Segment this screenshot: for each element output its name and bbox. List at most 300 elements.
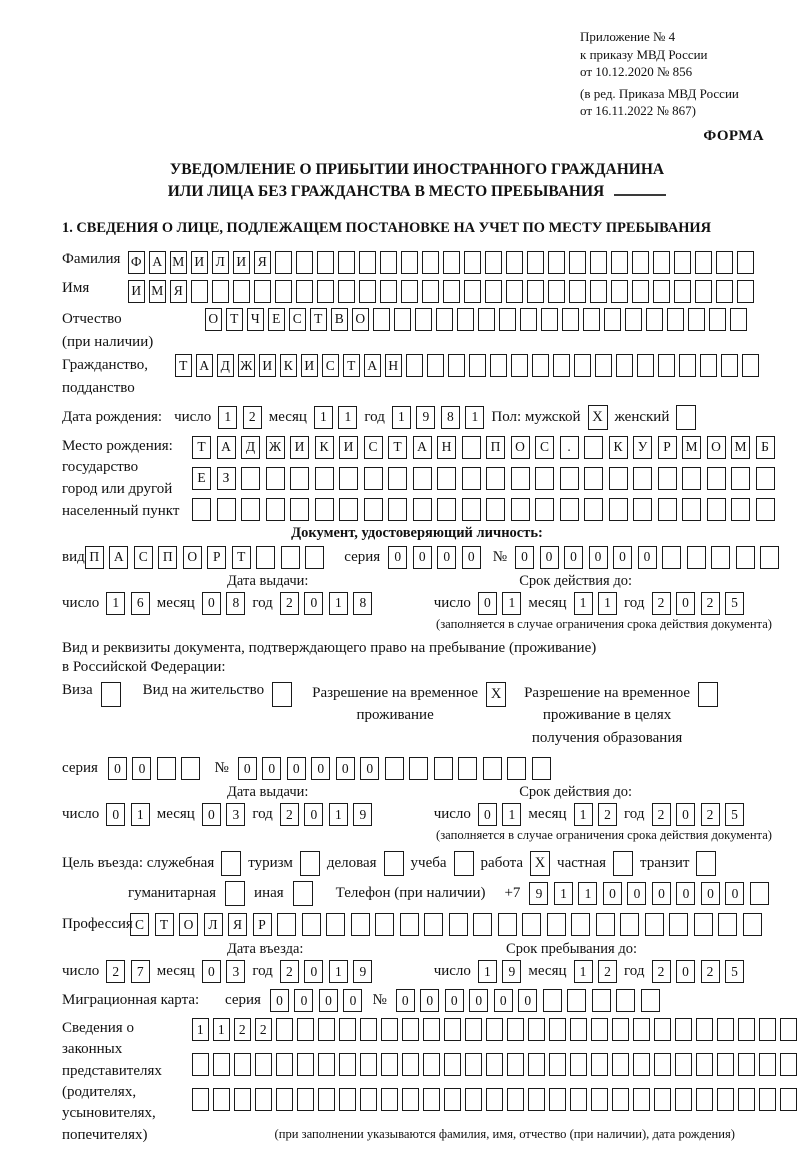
char-cell[interactable] xyxy=(483,757,502,780)
char-cell[interactable]: А xyxy=(364,354,381,377)
char-cell[interactable]: 2 xyxy=(106,960,125,983)
char-cell[interactable] xyxy=(444,1018,461,1041)
char-cell[interactable] xyxy=(507,1018,524,1041)
char-cell[interactable] xyxy=(381,1018,398,1041)
char-cell[interactable] xyxy=(535,467,554,490)
char-cell[interactable]: 0 xyxy=(304,960,323,983)
char-cell[interactable]: К xyxy=(609,436,628,459)
char-cell[interactable]: Т xyxy=(192,436,211,459)
char-cell[interactable] xyxy=(695,251,712,274)
char-cell[interactable] xyxy=(339,498,358,521)
char-cell[interactable] xyxy=(462,467,481,490)
char-cell[interactable] xyxy=(591,1088,608,1111)
char-cell[interactable]: 1 xyxy=(192,1018,209,1041)
char-cell[interactable] xyxy=(717,1018,734,1041)
char-cell[interactable] xyxy=(444,1053,461,1076)
char-cell[interactable] xyxy=(645,913,664,936)
char-cell[interactable] xyxy=(234,1088,251,1111)
char-cell[interactable] xyxy=(574,354,591,377)
char-cell[interactable] xyxy=(511,467,530,490)
char-cell[interactable] xyxy=(277,913,296,936)
char-cell[interactable] xyxy=(653,251,670,274)
char-cell[interactable] xyxy=(674,251,691,274)
char-cell[interactable]: 5 xyxy=(725,803,744,826)
char-cell[interactable]: 0 xyxy=(478,592,497,615)
char-cell[interactable]: 0 xyxy=(287,757,306,780)
purpose-turizm-checkbox[interactable] xyxy=(300,851,320,876)
temp-permit-checkbox[interactable]: X xyxy=(486,682,506,707)
char-cell[interactable] xyxy=(743,913,762,936)
char-cell[interactable]: М xyxy=(682,436,701,459)
char-cell[interactable]: П xyxy=(85,546,104,569)
char-cell[interactable]: 0 xyxy=(413,546,432,569)
char-cell[interactable] xyxy=(562,308,579,331)
char-cell[interactable]: 1 xyxy=(131,803,150,826)
char-cell[interactable]: 1 xyxy=(502,803,521,826)
char-cell[interactable] xyxy=(255,1088,272,1111)
char-cell[interactable] xyxy=(290,498,309,521)
char-cell[interactable] xyxy=(571,913,590,936)
char-cell[interactable] xyxy=(506,280,523,303)
char-cell[interactable] xyxy=(266,467,285,490)
char-cell[interactable] xyxy=(276,1088,293,1111)
char-cell[interactable]: 1 xyxy=(554,882,573,905)
char-cell[interactable]: М xyxy=(149,280,166,303)
char-cell[interactable]: 2 xyxy=(598,803,617,826)
char-cell[interactable] xyxy=(507,1053,524,1076)
char-cell[interactable] xyxy=(434,757,453,780)
char-cell[interactable] xyxy=(217,498,236,521)
char-cell[interactable]: 0 xyxy=(676,803,695,826)
char-cell[interactable]: 1 xyxy=(329,960,348,983)
char-cell[interactable]: 0 xyxy=(676,882,695,905)
char-cell[interactable]: Я xyxy=(254,251,271,274)
char-cell[interactable] xyxy=(462,436,481,459)
char-cell[interactable]: 1 xyxy=(598,592,617,615)
char-cell[interactable]: . xyxy=(560,436,579,459)
char-cell[interactable] xyxy=(736,546,755,569)
char-cell[interactable] xyxy=(415,308,432,331)
char-cell[interactable] xyxy=(305,546,324,569)
char-cell[interactable]: 2 xyxy=(652,592,671,615)
char-cell[interactable]: О xyxy=(179,913,198,936)
char-cell[interactable] xyxy=(709,308,726,331)
char-cell[interactable] xyxy=(711,546,730,569)
char-cell[interactable] xyxy=(443,251,460,274)
char-cell[interactable] xyxy=(381,1053,398,1076)
char-cell[interactable] xyxy=(436,308,453,331)
char-cell[interactable] xyxy=(444,1088,461,1111)
char-cell[interactable]: С xyxy=(364,436,383,459)
char-cell[interactable] xyxy=(339,1088,356,1111)
char-cell[interactable]: 0 xyxy=(132,757,151,780)
char-cell[interactable] xyxy=(351,913,370,936)
char-cell[interactable]: Я xyxy=(228,913,247,936)
char-cell[interactable]: Н xyxy=(437,436,456,459)
char-cell[interactable]: А xyxy=(413,436,432,459)
char-cell[interactable] xyxy=(315,498,334,521)
char-cell[interactable]: 2 xyxy=(701,592,720,615)
char-cell[interactable]: 0 xyxy=(202,592,221,615)
char-cell[interactable] xyxy=(611,280,628,303)
char-cell[interactable] xyxy=(422,280,439,303)
char-cell[interactable] xyxy=(157,757,176,780)
char-cell[interactable]: 0 xyxy=(589,546,608,569)
char-cell[interactable] xyxy=(490,354,507,377)
char-cell[interactable]: 5 xyxy=(725,592,744,615)
char-cell[interactable] xyxy=(662,546,681,569)
char-cell[interactable]: В xyxy=(331,308,348,331)
char-cell[interactable] xyxy=(462,498,481,521)
char-cell[interactable] xyxy=(297,1088,314,1111)
char-cell[interactable] xyxy=(527,280,544,303)
char-cell[interactable] xyxy=(437,498,456,521)
char-cell[interactable] xyxy=(213,1053,230,1076)
char-cell[interactable] xyxy=(667,308,684,331)
char-cell[interactable] xyxy=(388,498,407,521)
char-cell[interactable]: 2 xyxy=(280,960,299,983)
char-cell[interactable]: 1 xyxy=(465,406,484,429)
char-cell[interactable]: С xyxy=(289,308,306,331)
char-cell[interactable] xyxy=(543,989,562,1012)
char-cell[interactable] xyxy=(560,498,579,521)
char-cell[interactable]: 1 xyxy=(218,406,237,429)
char-cell[interactable] xyxy=(750,882,769,905)
char-cell[interactable] xyxy=(675,1018,692,1041)
char-cell[interactable] xyxy=(570,1053,587,1076)
char-cell[interactable]: 0 xyxy=(202,960,221,983)
char-cell[interactable] xyxy=(654,1018,671,1041)
char-cell[interactable] xyxy=(567,989,586,1012)
char-cell[interactable] xyxy=(616,989,635,1012)
char-cell[interactable]: Б xyxy=(756,436,775,459)
char-cell[interactable]: 0 xyxy=(638,546,657,569)
char-cell[interactable]: О xyxy=(352,308,369,331)
char-cell[interactable]: 0 xyxy=(396,989,415,1012)
char-cell[interactable] xyxy=(633,498,652,521)
char-cell[interactable] xyxy=(360,1018,377,1041)
purpose-delovaya-checkbox[interactable] xyxy=(384,851,404,876)
char-cell[interactable]: 1 xyxy=(478,960,497,983)
char-cell[interactable]: П xyxy=(486,436,505,459)
char-cell[interactable]: 1 xyxy=(329,803,348,826)
char-cell[interactable] xyxy=(423,1053,440,1076)
char-cell[interactable]: 0 xyxy=(108,757,127,780)
char-cell[interactable]: С xyxy=(130,913,149,936)
char-cell[interactable] xyxy=(569,251,586,274)
char-cell[interactable] xyxy=(413,498,432,521)
char-cell[interactable]: 0 xyxy=(613,546,632,569)
char-cell[interactable]: 0 xyxy=(494,989,513,1012)
char-cell[interactable] xyxy=(401,251,418,274)
char-cell[interactable]: Т xyxy=(310,308,327,331)
char-cell[interactable] xyxy=(695,280,712,303)
char-cell[interactable] xyxy=(528,1018,545,1041)
purpose-inaya-checkbox[interactable] xyxy=(293,881,313,906)
char-cell[interactable] xyxy=(326,913,345,936)
char-cell[interactable] xyxy=(737,251,754,274)
char-cell[interactable] xyxy=(592,989,611,1012)
char-cell[interactable] xyxy=(604,308,621,331)
char-cell[interactable]: Т xyxy=(155,913,174,936)
char-cell[interactable] xyxy=(256,546,275,569)
char-cell[interactable] xyxy=(759,1088,776,1111)
char-cell[interactable] xyxy=(669,913,688,936)
char-cell[interactable]: 0 xyxy=(515,546,534,569)
char-cell[interactable] xyxy=(402,1053,419,1076)
char-cell[interactable] xyxy=(633,1053,650,1076)
char-cell[interactable] xyxy=(528,1088,545,1111)
char-cell[interactable] xyxy=(486,1053,503,1076)
char-cell[interactable] xyxy=(317,280,334,303)
char-cell[interactable]: 0 xyxy=(336,757,355,780)
char-cell[interactable] xyxy=(507,757,526,780)
char-cell[interactable]: Д xyxy=(217,354,234,377)
char-cell[interactable] xyxy=(380,251,397,274)
char-cell[interactable] xyxy=(595,354,612,377)
char-cell[interactable] xyxy=(478,308,495,331)
char-cell[interactable] xyxy=(522,913,541,936)
char-cell[interactable]: Д xyxy=(241,436,260,459)
char-cell[interactable]: 1 xyxy=(106,592,125,615)
char-cell[interactable] xyxy=(535,498,554,521)
char-cell[interactable] xyxy=(486,498,505,521)
char-cell[interactable] xyxy=(553,354,570,377)
visa-checkbox[interactable] xyxy=(101,682,121,707)
char-cell[interactable]: 1 xyxy=(329,592,348,615)
char-cell[interactable]: 0 xyxy=(304,592,323,615)
char-cell[interactable] xyxy=(191,280,208,303)
char-cell[interactable] xyxy=(290,467,309,490)
char-cell[interactable]: 0 xyxy=(469,989,488,1012)
char-cell[interactable] xyxy=(360,1053,377,1076)
char-cell[interactable]: 6 xyxy=(131,592,150,615)
char-cell[interactable]: 3 xyxy=(226,960,245,983)
char-cell[interactable]: 0 xyxy=(627,882,646,905)
char-cell[interactable] xyxy=(780,1053,797,1076)
char-cell[interactable]: 9 xyxy=(353,960,372,983)
char-cell[interactable] xyxy=(443,280,460,303)
char-cell[interactable] xyxy=(716,251,733,274)
char-cell[interactable]: 1 xyxy=(338,406,357,429)
char-cell[interactable]: О xyxy=(205,308,222,331)
char-cell[interactable]: И xyxy=(259,354,276,377)
char-cell[interactable]: Р xyxy=(658,436,677,459)
char-cell[interactable] xyxy=(213,1088,230,1111)
purpose-chastnaya-checkbox[interactable] xyxy=(613,851,633,876)
char-cell[interactable]: 2 xyxy=(701,803,720,826)
char-cell[interactable] xyxy=(234,1053,251,1076)
char-cell[interactable]: 0 xyxy=(445,989,464,1012)
char-cell[interactable]: 2 xyxy=(598,960,617,983)
char-cell[interactable]: М xyxy=(731,436,750,459)
char-cell[interactable]: 5 xyxy=(725,960,744,983)
char-cell[interactable] xyxy=(570,1018,587,1041)
char-cell[interactable] xyxy=(423,1018,440,1041)
char-cell[interactable] xyxy=(527,251,544,274)
char-cell[interactable] xyxy=(696,1053,713,1076)
char-cell[interactable] xyxy=(547,913,566,936)
char-cell[interactable] xyxy=(780,1088,797,1111)
char-cell[interactable]: 0 xyxy=(701,882,720,905)
char-cell[interactable] xyxy=(424,913,443,936)
char-cell[interactable]: 0 xyxy=(388,546,407,569)
char-cell[interactable]: О xyxy=(707,436,726,459)
purpose-gumanitarnaya-checkbox[interactable] xyxy=(225,881,245,906)
char-cell[interactable] xyxy=(549,1018,566,1041)
char-cell[interactable] xyxy=(364,467,383,490)
char-cell[interactable] xyxy=(658,498,677,521)
char-cell[interactable] xyxy=(632,280,649,303)
char-cell[interactable] xyxy=(584,498,603,521)
char-cell[interactable] xyxy=(409,757,428,780)
char-cell[interactable] xyxy=(707,498,726,521)
char-cell[interactable] xyxy=(473,913,492,936)
char-cell[interactable] xyxy=(528,1053,545,1076)
char-cell[interactable] xyxy=(296,251,313,274)
char-cell[interactable]: Я xyxy=(170,280,187,303)
char-cell[interactable] xyxy=(385,757,404,780)
char-cell[interactable] xyxy=(583,308,600,331)
char-cell[interactable] xyxy=(696,1088,713,1111)
char-cell[interactable] xyxy=(486,1088,503,1111)
char-cell[interactable] xyxy=(584,436,603,459)
char-cell[interactable] xyxy=(612,1053,629,1076)
char-cell[interactable]: Ж xyxy=(266,436,285,459)
char-cell[interactable]: 0 xyxy=(564,546,583,569)
char-cell[interactable]: 1 xyxy=(314,406,333,429)
char-cell[interactable] xyxy=(413,467,432,490)
char-cell[interactable]: 0 xyxy=(725,882,744,905)
char-cell[interactable] xyxy=(780,1018,797,1041)
char-cell[interactable] xyxy=(654,1053,671,1076)
char-cell[interactable]: 0 xyxy=(238,757,257,780)
char-cell[interactable] xyxy=(241,498,260,521)
char-cell[interactable] xyxy=(738,1088,755,1111)
char-cell[interactable] xyxy=(275,280,292,303)
char-cell[interactable]: 0 xyxy=(294,989,313,1012)
char-cell[interactable] xyxy=(548,280,565,303)
char-cell[interactable]: 1 xyxy=(213,1018,230,1041)
char-cell[interactable] xyxy=(584,467,603,490)
char-cell[interactable] xyxy=(388,467,407,490)
char-cell[interactable] xyxy=(717,1088,734,1111)
char-cell[interactable]: 2 xyxy=(243,406,262,429)
char-cell[interactable] xyxy=(760,546,779,569)
char-cell[interactable]: 2 xyxy=(234,1018,251,1041)
char-cell[interactable] xyxy=(675,1088,692,1111)
char-cell[interactable] xyxy=(276,1053,293,1076)
char-cell[interactable]: С xyxy=(535,436,554,459)
gender-male-checkbox[interactable]: X xyxy=(588,405,608,430)
char-cell[interactable] xyxy=(315,467,334,490)
char-cell[interactable]: Е xyxy=(192,467,211,490)
char-cell[interactable]: К xyxy=(280,354,297,377)
char-cell[interactable] xyxy=(458,757,477,780)
purpose-rabota-checkbox[interactable]: X xyxy=(530,851,550,876)
char-cell[interactable]: А xyxy=(149,251,166,274)
char-cell[interactable] xyxy=(721,354,738,377)
char-cell[interactable] xyxy=(464,251,481,274)
char-cell[interactable] xyxy=(596,913,615,936)
char-cell[interactable] xyxy=(318,1088,335,1111)
char-cell[interactable] xyxy=(486,1018,503,1041)
char-cell[interactable] xyxy=(570,1088,587,1111)
char-cell[interactable] xyxy=(717,1053,734,1076)
char-cell[interactable]: 8 xyxy=(353,592,372,615)
char-cell[interactable] xyxy=(700,354,717,377)
char-cell[interactable] xyxy=(297,1053,314,1076)
char-cell[interactable] xyxy=(549,1088,566,1111)
char-cell[interactable] xyxy=(375,913,394,936)
char-cell[interactable]: К xyxy=(315,436,334,459)
char-cell[interactable] xyxy=(364,498,383,521)
char-cell[interactable]: И xyxy=(191,251,208,274)
char-cell[interactable]: 0 xyxy=(319,989,338,1012)
char-cell[interactable]: Т xyxy=(226,308,243,331)
char-cell[interactable] xyxy=(591,1053,608,1076)
char-cell[interactable] xyxy=(192,498,211,521)
char-cell[interactable] xyxy=(679,354,696,377)
char-cell[interactable]: 0 xyxy=(420,989,439,1012)
char-cell[interactable]: Л xyxy=(204,913,223,936)
char-cell[interactable] xyxy=(485,280,502,303)
char-cell[interactable]: И xyxy=(290,436,309,459)
char-cell[interactable]: 0 xyxy=(202,803,221,826)
purpose-ucheba-checkbox[interactable] xyxy=(454,851,474,876)
char-cell[interactable] xyxy=(360,1088,377,1111)
char-cell[interactable] xyxy=(520,308,537,331)
char-cell[interactable] xyxy=(359,280,376,303)
char-cell[interactable]: 2 xyxy=(701,960,720,983)
char-cell[interactable]: 0 xyxy=(311,757,330,780)
char-cell[interactable] xyxy=(682,467,701,490)
char-cell[interactable]: 0 xyxy=(676,592,695,615)
char-cell[interactable]: 1 xyxy=(574,960,593,983)
char-cell[interactable]: Т xyxy=(388,436,407,459)
gender-female-checkbox[interactable] xyxy=(676,405,696,430)
char-cell[interactable] xyxy=(464,280,481,303)
char-cell[interactable] xyxy=(457,308,474,331)
char-cell[interactable] xyxy=(381,1088,398,1111)
char-cell[interactable] xyxy=(276,1018,293,1041)
char-cell[interactable] xyxy=(759,1053,776,1076)
char-cell[interactable] xyxy=(423,1088,440,1111)
char-cell[interactable]: Ф xyxy=(128,251,145,274)
char-cell[interactable] xyxy=(625,308,642,331)
char-cell[interactable] xyxy=(641,989,660,1012)
char-cell[interactable] xyxy=(465,1088,482,1111)
char-cell[interactable]: 0 xyxy=(518,989,537,1012)
char-cell[interactable] xyxy=(731,467,750,490)
char-cell[interactable] xyxy=(192,1088,209,1111)
char-cell[interactable]: И xyxy=(233,251,250,274)
char-cell[interactable] xyxy=(212,280,229,303)
char-cell[interactable] xyxy=(737,280,754,303)
char-cell[interactable] xyxy=(612,1018,629,1041)
char-cell[interactable]: 0 xyxy=(304,803,323,826)
char-cell[interactable]: З xyxy=(217,467,236,490)
char-cell[interactable]: И xyxy=(128,280,145,303)
char-cell[interactable] xyxy=(633,1088,650,1111)
char-cell[interactable]: Ч xyxy=(247,308,264,331)
char-cell[interactable]: 0 xyxy=(343,989,362,1012)
char-cell[interactable] xyxy=(511,354,528,377)
char-cell[interactable] xyxy=(611,251,628,274)
char-cell[interactable] xyxy=(609,467,628,490)
char-cell[interactable] xyxy=(254,280,271,303)
char-cell[interactable] xyxy=(560,467,579,490)
